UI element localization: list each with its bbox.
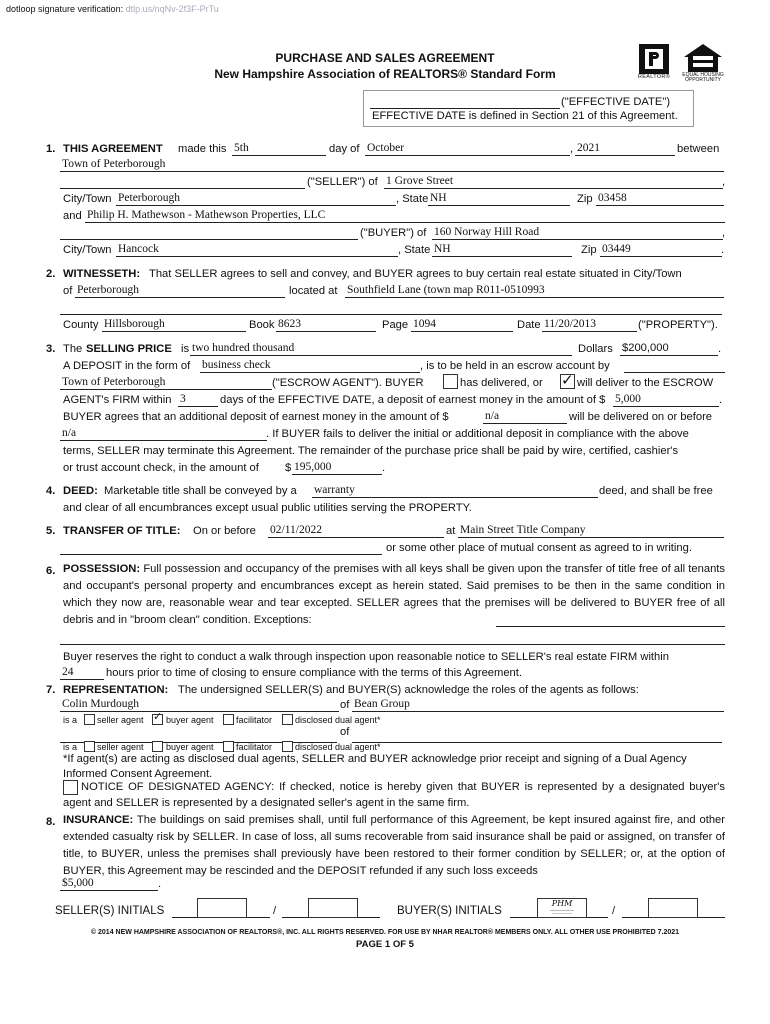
month-field[interactable]: October: [365, 142, 570, 156]
label: BUYER agrees that an additional deposit of earnest money in the amount of $: [63, 411, 449, 423]
label: A DEPOSIT in the form of: [63, 360, 191, 372]
section-number: 1.: [46, 143, 56, 155]
effective-date-label: ("EFFECTIVE DATE"): [561, 96, 671, 108]
agent1-name-field[interactable]: Colin Murdough: [60, 698, 339, 712]
agent1-buyer-agent-checkbox[interactable]: [152, 711, 163, 725]
copyright-notice: © 2014 NEW HAMPSHIRE ASSOCIATION OF REALTORS®, INC. ALL RIGHTS RESERVED. FOR USE BY NHAR REALTOR® MEMBERS ONLY. ALL OTHER USE PROHIBITED 7.2021: [90, 929, 680, 936]
label: of: [340, 726, 350, 738]
label: or trust account check, in the amount of: [63, 462, 259, 474]
deposit-form-field[interactable]: business check: [200, 359, 420, 373]
buyer-initials-box-1[interactable]: [537, 898, 587, 918]
label: $: [285, 462, 292, 474]
buyer-zip-field[interactable]: 03449: [600, 243, 722, 257]
section-heading: THIS AGREEMENT: [63, 143, 163, 155]
agent1-seller-agent-checkbox[interactable]: [84, 714, 95, 725]
label: City/Town: [63, 244, 112, 256]
agent1-firm-field[interactable]: Bean Group: [352, 698, 724, 712]
additional-amount-field[interactable]: n/a: [483, 410, 567, 424]
label: buyer agent: [166, 742, 214, 752]
section-number: 7.: [46, 684, 56, 696]
label: disclosed dual agent*: [295, 715, 381, 725]
buyer-name-cont-field[interactable]: [60, 226, 358, 240]
paragraph-text: Buyer reserves the right to conduct a walk through inspection upon reasonable notice to SELLER's real estate FIRM within: [63, 651, 669, 663]
label: Zip: [577, 193, 593, 205]
designated-agency-paragraph: NOTICE OF DESIGNATED AGENCY: If checked, notice is hereby given that BUYER is represented by a designated buyer's agent and SELLER is represented by a designated seller's agent in the same firm.: [63, 781, 725, 809]
within-days-field[interactable]: 3: [178, 393, 218, 407]
section-heading: REPRESENTATION:: [63, 684, 169, 696]
seller-city-field[interactable]: Peterborough: [116, 192, 396, 206]
label: facilitator: [236, 715, 273, 725]
agent1-dual-agent-checkbox[interactable]: [282, 714, 293, 725]
label: AGENT's FIRM within: [63, 394, 172, 406]
label: days of the EFFECTIVE DATE, a deposit of earnest money in the amount of $: [220, 394, 606, 406]
seller-state-field[interactable]: NH: [428, 192, 570, 206]
section-heading: DEED:: [63, 485, 98, 497]
label: of: [63, 285, 73, 297]
will-deliver-checkbox[interactable]: [560, 374, 575, 389]
seller-initials-box-1[interactable]: [197, 898, 247, 918]
possession-paragraph: POSSESSION: Full possession and occupancy of the premises with all keys shall be given upon the transfer of title free of all tenants and occupant's personal property and encumbrances except as herein stated. Said premises to be then in the same condition in which they now are, reasonable wear and tear excepted. SELLER agrees that the premises will be delivered to BUYER free of all debris and in "broom clean" condition. Exceptions:: [63, 563, 725, 626]
label: Page: [382, 319, 409, 331]
label: is a: [63, 742, 78, 752]
label: deed, and shall be free: [599, 485, 713, 497]
label: is a: [63, 715, 78, 725]
seller-name-field[interactable]: Town of Peterborough: [60, 158, 724, 172]
agent2-seller-agent-checkbox[interactable]: [84, 741, 95, 752]
escrow-agent-field[interactable]: Town of Peterborough: [60, 376, 272, 390]
label: , State: [398, 244, 431, 256]
agent2-firm-field[interactable]: [352, 729, 722, 743]
label: facilitator: [236, 742, 273, 752]
label: of: [340, 699, 350, 711]
label: at: [446, 525, 456, 537]
buyer-city-field[interactable]: Hancock: [116, 243, 398, 257]
label: buyer agent: [166, 715, 214, 725]
checkmark-icon: ✓: [561, 372, 574, 389]
seller-name-cont-field[interactable]: [60, 175, 305, 189]
date-field[interactable]: 11/20/2013: [542, 318, 637, 332]
paragraph-text: terms, SELLER may terminate this Agreement. The remainder of the purchase price shall be paid by wire, certified, cashier's: [63, 445, 679, 457]
price-field[interactable]: $200,000: [620, 342, 718, 356]
label: seller agent: [97, 742, 144, 752]
paragraph-text: hours prior to time of closing to ensure compliance with the terms of this Agreement.: [106, 667, 522, 679]
section-heading: TRANSFER OF TITLE:: [63, 525, 181, 537]
label: has delivered, or: [460, 377, 543, 389]
section-number: 8.: [46, 816, 56, 828]
insurance-paragraph: INSURANCE: The buildings on said premises shall, until full performance of this Agreement, be kept insured against fire, and other extended casualty risk by SELLER. In case of loss, all sums recoverable from said insurance shall be paid or assigned, on transfer of title, to BUYER, unless the premises shall previously have been restored to their former condition by SELLER; or, at the option of BUYER, this Agreement may be rescinded and the DEPOSIT refunded if any such loss exceeds: [63, 814, 725, 877]
agent1-facilitator-checkbox[interactable]: [223, 714, 234, 725]
page-number: PAGE 1 OF 5: [356, 939, 414, 950]
section-number: 3.: [46, 343, 56, 355]
label: The: [63, 343, 83, 355]
label: ("ESCROW AGENT"). BUYER: [272, 377, 424, 389]
section-number: 2.: [46, 268, 56, 280]
section-number: 6.: [46, 565, 56, 577]
page-field[interactable]: 1094: [411, 318, 513, 332]
paragraph-text: That SELLER agrees to sell and convey, and BUYER agrees to buy certain real estate situated in City/Town: [149, 268, 682, 280]
label: disclosed dual agent*: [295, 742, 381, 752]
seller-address-field[interactable]: 1 Grove Street: [384, 175, 723, 189]
verification-label: dotloop signature verification: dtlp.us/nqNv-2f3F-PrTu: [6, 4, 219, 14]
label: day of: [329, 143, 360, 155]
deposit-amount-field[interactable]: 5,000: [613, 393, 719, 407]
buyer-initial-mark: PHM: [551, 899, 573, 908]
remainder-amount-field[interactable]: 195,000: [292, 461, 382, 475]
label: On or before: [193, 525, 256, 537]
section-heading: SELLING PRICE: [86, 343, 172, 355]
book-field[interactable]: 8623: [276, 318, 376, 332]
label: located at: [289, 285, 338, 297]
property-town-field[interactable]: Peterborough: [75, 284, 285, 298]
label: County: [63, 319, 99, 331]
county-field[interactable]: Hillsborough: [102, 318, 246, 332]
buyer-address-field[interactable]: 160 Norway Hill Road: [432, 226, 723, 240]
transfer-place-cont-field[interactable]: [60, 541, 382, 555]
dual-agency-note: *If agent(s) are acting as disclosed dual agents, SELLER and BUYER acknowledge prior receipt and signing of a Dual Agency Informed Consent Agreement.: [63, 753, 687, 780]
additional-date-field[interactable]: n/a: [60, 427, 267, 441]
insurance-amount-field[interactable]: $5,000: [60, 877, 158, 891]
label: , is to be held in an escrow account by: [420, 360, 610, 372]
label: ,: [722, 227, 726, 239]
effective-date-note: EFFECTIVE DATE is defined in Section 21 of this Agreement.: [372, 110, 678, 122]
label: ("SELLER") of: [307, 176, 378, 188]
walk-hours-field[interactable]: 24: [60, 666, 104, 680]
property-location-cont-field[interactable]: [60, 301, 722, 315]
escrow-holder-field[interactable]: [624, 359, 725, 373]
label: Marketable title shall be conveyed by a: [104, 485, 297, 497]
seller-initials-box-2[interactable]: [308, 898, 358, 918]
transfer-date-field[interactable]: 02/11/2022: [268, 524, 444, 538]
paragraph-text: The undersigned SELLER(S) and BUYER(S) acknowledge the roles of the agents as follows:: [178, 684, 639, 696]
property-location-field[interactable]: Southfield Lane (town map R011-0510993: [345, 284, 724, 298]
label: .: [158, 878, 162, 890]
equal-housing-icon: EQUAL HOUSING OPPORTUNITY: [681, 43, 725, 81]
paragraph-text: or some other place of mutual consent as agreed to in writing.: [386, 542, 692, 554]
transfer-place-field[interactable]: Main Street Title Company: [458, 524, 724, 538]
agent2-facilitator-checkbox[interactable]: [223, 741, 234, 752]
label: Book: [249, 319, 275, 331]
deed-type-field[interactable]: warranty: [312, 484, 598, 498]
form-subtitle: New Hampshire Association of REALTORS® Standard Form: [214, 67, 556, 81]
label: Zip: [581, 244, 597, 256]
label: Dollars: [578, 343, 613, 355]
seller-initials-label: SELLER(S) INITIALS: [55, 905, 165, 917]
label: ("BUYER") of: [360, 227, 427, 239]
label: Date: [517, 319, 541, 331]
has-delivered-checkbox[interactable]: [443, 374, 458, 389]
label: will be delivered on or before: [569, 411, 713, 423]
agent2-dual-agent-checkbox[interactable]: [282, 741, 293, 752]
label: seller agent: [97, 715, 144, 725]
checkmark-icon: ✓: [153, 711, 163, 723]
label: . If BUYER fails to deliver the initial or additional deposit in compliance with the above: [266, 428, 689, 440]
label: ,: [570, 143, 574, 155]
year-field[interactable]: 2021: [575, 142, 675, 156]
form-title: PURCHASE AND SALES AGREEMENT: [275, 51, 495, 65]
buyer-initials-box-2[interactable]: [648, 898, 698, 918]
effective-date-box: [363, 90, 694, 127]
buyer-initials-label: BUYER(S) INITIALS: [397, 905, 502, 917]
price-words-field[interactable]: two hundred thousand: [190, 342, 572, 356]
seller-zip-field[interactable]: 03458: [596, 192, 724, 206]
label: ("PROPERTY").: [638, 319, 718, 331]
section-number: 5.: [46, 525, 56, 537]
label: ,: [722, 176, 726, 188]
buyer-name-field[interactable]: Philip H. Mathewson - Mathewson Properties, LLC: [85, 209, 725, 223]
label: will deliver to the ESCROW: [577, 377, 714, 389]
label: /: [273, 905, 277, 917]
label: , State: [396, 193, 429, 205]
section-number: 4.: [46, 485, 56, 497]
section-heading: WITNESSETH:: [63, 268, 141, 280]
label: and: [63, 210, 82, 222]
label: between: [677, 143, 720, 155]
label: made this: [178, 143, 227, 155]
paragraph-text: and clear of all encumbrances except usual public utilities serving the PROPERTY.: [63, 502, 472, 514]
realtor-logo: REALTOR®: [635, 44, 673, 80]
day-field[interactable]: 5th: [232, 142, 326, 156]
buyer-state-field[interactable]: NH: [432, 243, 572, 257]
exceptions-field[interactable]: [496, 613, 725, 627]
label: .: [719, 394, 723, 406]
label: City/Town: [63, 193, 112, 205]
label: .: [718, 343, 722, 355]
label: .: [721, 244, 725, 256]
label: /: [612, 905, 616, 917]
agent2-buyer-agent-checkbox[interactable]: [152, 741, 163, 752]
exceptions-cont-field[interactable]: [60, 631, 725, 645]
verification-link[interactable]: dtlp.us/nqNv-2f3F-PrTu: [125, 4, 219, 14]
label: is: [181, 343, 190, 355]
label: .: [382, 462, 386, 474]
